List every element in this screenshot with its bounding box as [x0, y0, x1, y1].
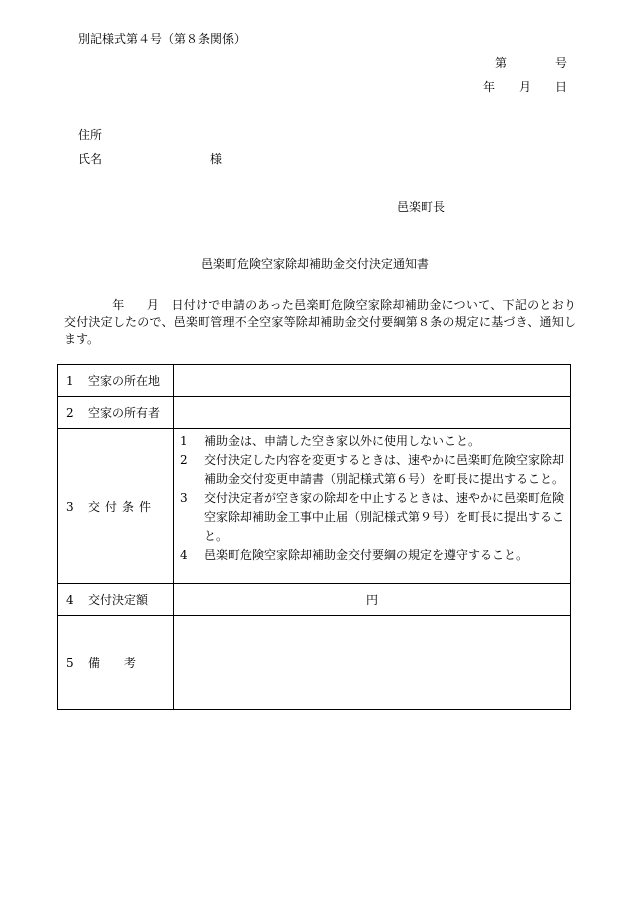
row-value	[174, 365, 571, 397]
document-number	[495, 56, 567, 70]
table-row	[58, 429, 571, 584]
row-label-text: 備 考	[88, 656, 137, 670]
condition-number: 4	[180, 548, 188, 562]
conditions-cell	[174, 429, 571, 584]
name-line	[78, 152, 222, 166]
condition-item	[180, 489, 564, 546]
issuer: 邑楽町長	[397, 200, 446, 214]
table-row	[58, 397, 571, 429]
row-label	[58, 429, 174, 584]
honorific: 様	[210, 152, 223, 166]
body-text: 日付けで申請のあった邑楽町危険空家除却補助金について、下記のとおり交付決定したので、邑楽町管理不全空家等除却補助金交付要綱第８条の規定に基づき、通知します。	[64, 298, 576, 346]
row-label-text: 空家の所在地	[88, 374, 161, 388]
remarks-cell	[174, 616, 571, 710]
row-label-text: 交付条件	[88, 499, 157, 514]
form-label: 別記様式第４号（第８条関係）	[78, 32, 247, 46]
detail-table	[57, 364, 571, 710]
date-year: 年	[483, 80, 496, 94]
row-number: 5	[66, 656, 74, 670]
body-year: 年	[112, 298, 125, 312]
condition-number: 1	[180, 434, 188, 448]
condition-item	[180, 451, 564, 489]
table-row	[58, 584, 571, 616]
condition-text: 補助金は、申請した空き家以外に使用しないこと。	[204, 434, 481, 448]
date-day: 日	[555, 80, 568, 94]
body-paragraph	[64, 297, 576, 348]
row-number: 4	[66, 593, 74, 607]
row-label	[58, 365, 174, 397]
condition-item	[180, 546, 564, 565]
document-date	[483, 80, 567, 94]
row-label-text: 空家の所有者	[88, 406, 161, 420]
amount-cell: 円	[174, 584, 571, 616]
date-month: 月	[519, 80, 532, 94]
row-number: 2	[66, 406, 74, 420]
document-title: 邑楽町危険空家除却補助金交付決定通知書	[200, 257, 429, 271]
condition-text: 交付決定した内容を変更するときは、速やかに邑楽町危険空家除却補助金交付変更申請書（別記様式第６号）を町長に提出すること。	[204, 453, 565, 486]
name-label: 氏名	[78, 152, 103, 166]
address-label: 住所	[78, 128, 103, 142]
body-month: 月	[146, 298, 160, 312]
conditions-list	[180, 432, 564, 565]
table-row	[58, 616, 571, 710]
condition-text: 邑楽町危険空家除却補助金交付要綱の規定を遵守すること。	[204, 548, 529, 562]
condition-text: 交付決定者が空き家の除却を中止するときは、速やかに邑楽町危険空家除却補助金工事中止届（別記様式第９号）を町長に提出すること。	[204, 491, 565, 543]
row-number: 1	[66, 374, 74, 388]
condition-item	[180, 432, 564, 451]
number-prefix: 第	[495, 56, 508, 70]
table-row	[58, 365, 571, 397]
row-number: 3	[66, 499, 74, 514]
condition-number: 3	[180, 491, 188, 505]
number-suffix: 号	[555, 56, 568, 70]
condition-number: 2	[180, 453, 188, 467]
row-value	[174, 397, 571, 429]
row-label	[58, 397, 174, 429]
row-label	[58, 616, 174, 710]
row-label-text: 交付決定額	[88, 593, 149, 607]
row-label	[58, 584, 174, 616]
